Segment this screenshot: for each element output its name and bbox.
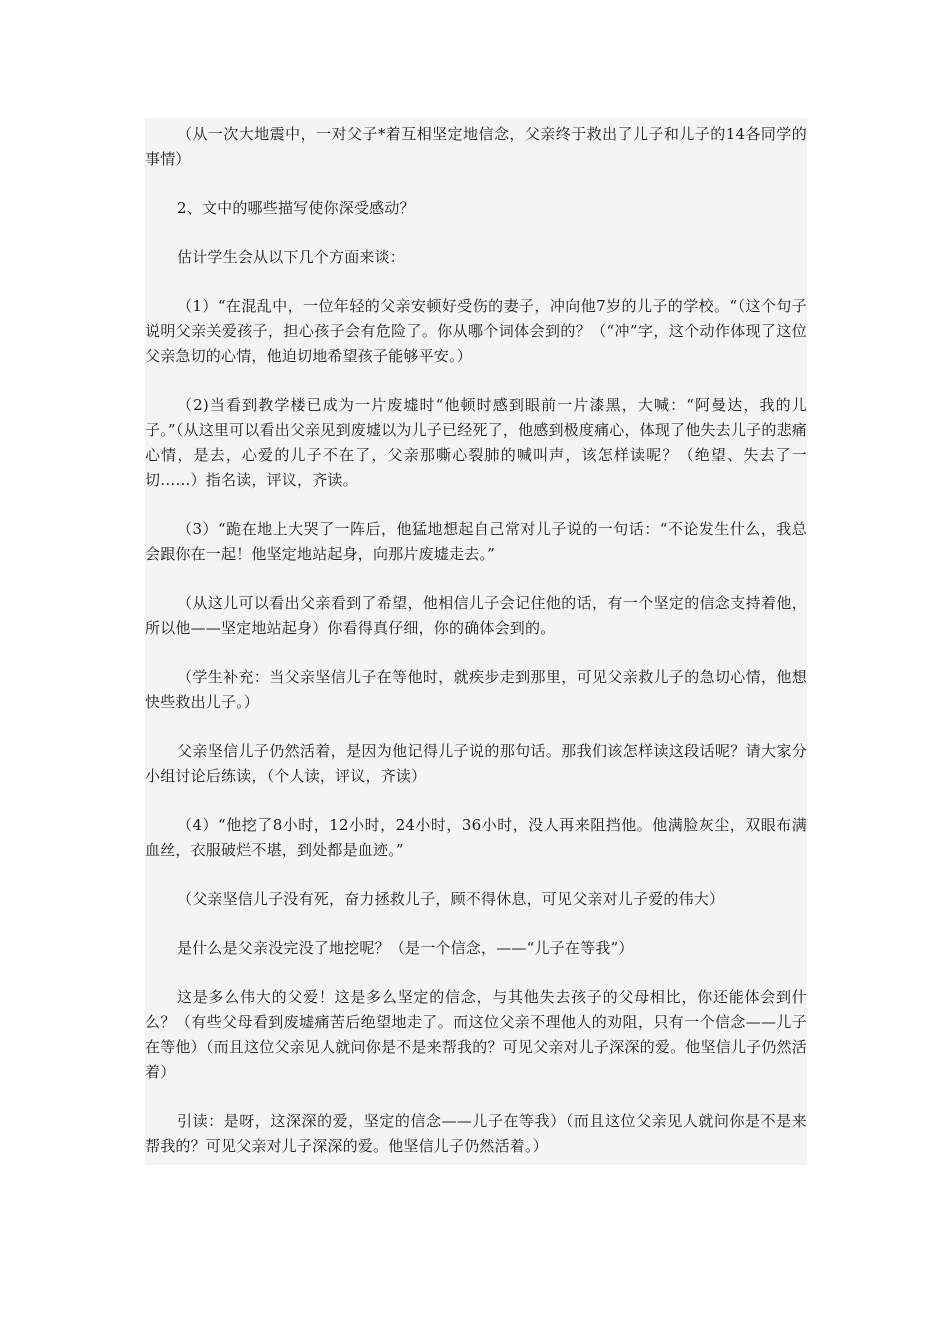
paragraph-aspects-intro: 估计学生会从以下几个方面来谈： bbox=[177, 248, 406, 266]
paragraph-guided-reading: 引读：是呀，这深深的爱，坚定的信念——儿子在等我）（而且这位父亲见人就问你是不是来帮我的？可见父亲对儿子深深的爱。他坚信儿子仍然活着。） bbox=[145, 1112, 807, 1155]
paragraph-question-2: 2、文中的哪些描写使你深受感动？ bbox=[177, 199, 415, 217]
paragraph-student-supplement: （学生补充：当父亲坚信儿子在等他时，就疾步走到那里，可见父亲救儿子的急切心情，他想快些救出儿子。） bbox=[145, 668, 807, 711]
paragraph-point-1: （1）“在混乱中，一位年轻的父亲安顿好受伤的妻子，冲向他7岁的儿子的学校。“（这个句子说明父亲关爱孩子，担心孩子会有危险了。你从哪个词体会到的？（“冲”字，这个动作体现了这位父亲急切的心情，他迫切地希望孩子能够平安。） bbox=[145, 297, 807, 365]
paragraph-point-3-analysis: （从这儿可以看出父亲看到了希望，他相信儿子会记住他的话，有一个坚定的信念支持着他，所以他——坚定地站起身）你看得真仔细，你的确体会到的。 bbox=[145, 594, 807, 637]
paragraph-belief-question: 是什么是父亲没完没了地挖呢？（是一个信念，——“儿子在等我”） bbox=[177, 939, 634, 957]
paragraph-point-4-analysis: （父亲坚信儿子没有死，奋力拯救儿子，顾不得休息，可见父亲对儿子爱的伟大） bbox=[177, 890, 725, 908]
paragraph-reading-guide: 父亲坚信儿子仍然活着，是因为他记得儿子说的那句话。那我们该怎样读这段话呢？请大家分小组讨论后练读，（个人读，评议，齐读） bbox=[145, 742, 807, 785]
paragraph-great-love: 这是多么伟大的父爱！这是多么坚定的信念，与其他失去孩子的父母相比，你还能体会到什么？（有些父母看到废墟痛苦后绝望地走了。而这位父亲不理他人的劝阻，只有一个信念——儿子在等他）（而且这位父亲见人就问你是不是来帮我的？可见父亲对儿子深深的爱。他坚信儿子仍然活着） bbox=[145, 988, 807, 1081]
document-text-block bbox=[145, 118, 807, 1165]
paragraph-point-3: （3）“跪在地上大哭了一阵后，他猛地想起自己常对儿子说的一句话：“不论发生什么，我总会跟你在一起！他坚定地站起身，向那片废墟走去。” bbox=[145, 520, 807, 563]
paragraph-point-4: （4）“他挖了8小时，12小时，24小时，36小时，没人再来阻挡他。他满脸灰尘，双眼布满血丝，衣服破烂不堪，到处都是血迹。” bbox=[145, 816, 807, 859]
paragraph-point-2: （2)当看到教学楼已成为一片废墟时“他顿时感到眼前一片漆黑，大喊：“阿曼达，我的儿子。”（从这里可以看出父亲见到废墟以为儿子已经死了，他感到极度痛心，体现了他失去儿子的悲痛心情，是去，心爱的儿子不在了，父亲那嘶心裂肺的喊叫声，该怎样读呢？（绝望、失去了一切……）指名读，评议，齐读。 bbox=[145, 396, 807, 489]
paragraph-intro-summary: （从一次大地震中，一对父子*着互相坚定地信念，父亲终于救出了儿子和儿子的14各同学的事情） bbox=[145, 125, 807, 168]
